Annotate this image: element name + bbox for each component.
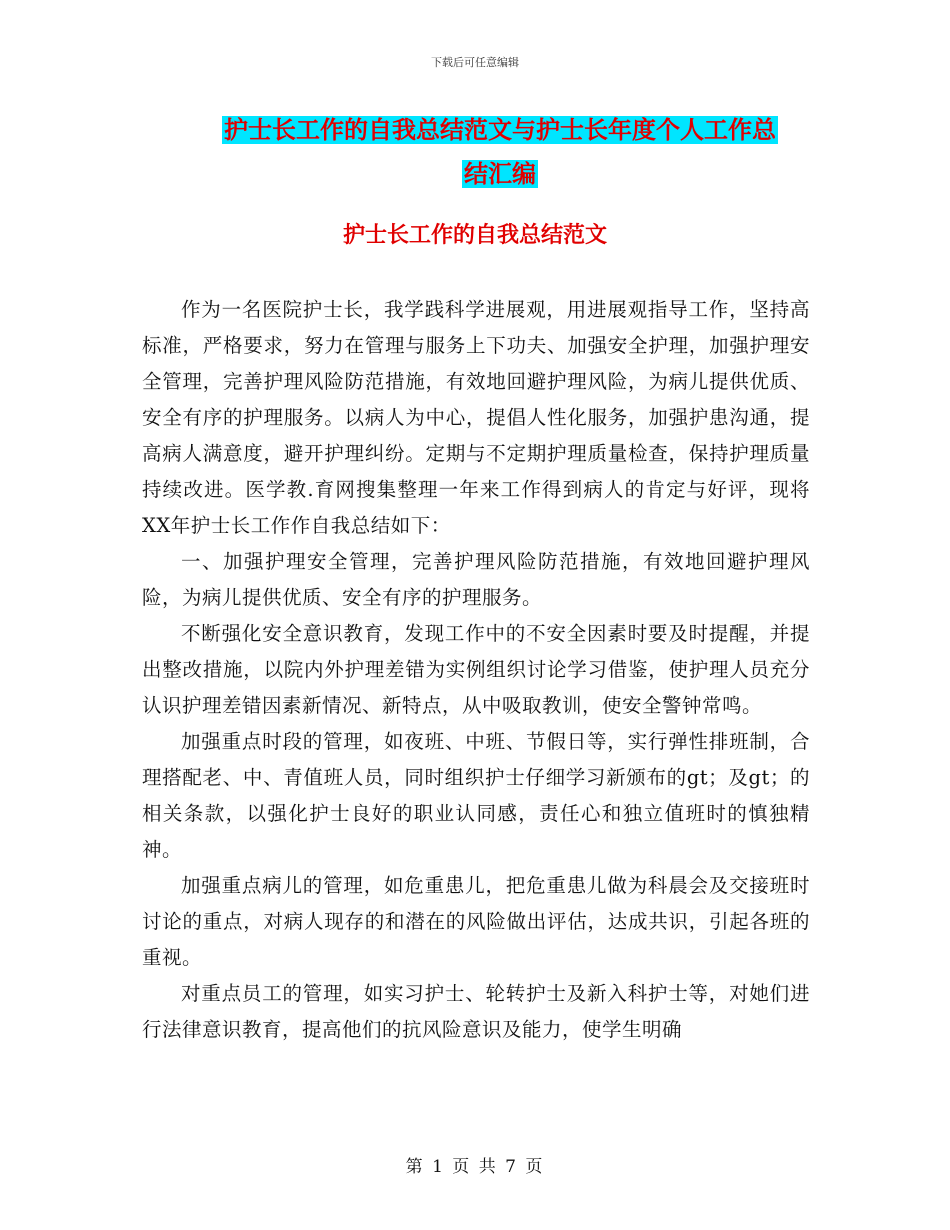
document-title bbox=[140, 108, 860, 196]
paragraph: 一、加强护理安全管理，完善护理风险防范措施，有效地回避护理风险，为病儿提供优质、安全有序的护理服务。 bbox=[142, 550, 810, 609]
page-number-footer: 第 1 页 共 7 页 bbox=[405, 1157, 545, 1177]
document-body bbox=[142, 292, 810, 1048]
page-header-note: 下载后可任意编辑 bbox=[431, 56, 519, 69]
paragraph: 不断强化安全意识教育，发现工作中的不安全因素时要及时提醒，并提出整改措施，以院内外护理差错为实例组织讨论学习借鉴，使护理人员充分认识护理差错因素新情况、新特点，从中吸取教训，使安全警钟常鸣。 bbox=[142, 622, 810, 717]
paragraph: 加强重点病儿的管理，如危重患儿，把危重患儿做为科晨会及交接班时讨论的重点，对病人现存的和潜在的风险做出评估，达成共识，引起各班的重视。 bbox=[142, 874, 810, 969]
document-title-line-1: 护士长工作的自我总结范文与护士长年度个人工作总 bbox=[224, 116, 776, 144]
paragraph: 加强重点时段的管理，如夜班、中班、节假日等，实行弹性排班制，合理搭配老、中、青值班人员，同时组织护士仔细学习新颁布的gt；及gt；的相关条款，以强化护士良好的职业认同感，责任心和独立值班时的慎独精神。 bbox=[142, 730, 810, 861]
section-title: 护士长工作的自我总结范文 bbox=[342, 223, 607, 248]
document-title-line-2: 结汇编 bbox=[464, 160, 536, 188]
paragraph: 作为一名医院护士长，我学践科学进展观，用进展观指导工作，坚持高标准，严格要求，努力在管理与服务上下功夫、加强安全护理，加强护理安全管理，完善护理风险防范措施，有效地回避护理风险，为病儿提供优质、安全有序的护理服务。以病人为中心，提倡人性化服务，加强护患沟通，提高病人满意度，避开护理纠纷。定期与不定期护理质量检查，保持护理质量持续改进。医学教.育网搜集整理一年来工作得到病人的肯定与好评，现将XX年护士长工作作自我总结如下： bbox=[142, 298, 810, 537]
paragraph: 对重点员工的管理，如实习护士、轮转护士及新入科护士等，对她们进行法律意识教育，提高他们的抗风险意识及能力，使学生明确 bbox=[142, 982, 810, 1041]
